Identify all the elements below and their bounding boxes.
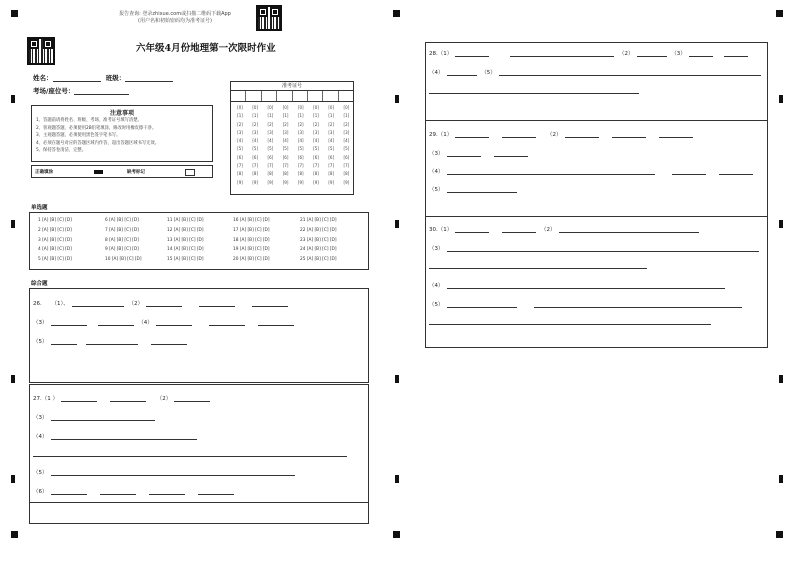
exam-id-bubble[interactable]: [3] [252, 129, 259, 135]
exam-id-bubble[interactable]: [1] [343, 113, 350, 119]
q30-line-4 [429, 300, 745, 308]
mc-question[interactable]: 6 [A] [B] [C] [D] [105, 218, 139, 223]
q27-line-4 [33, 468, 298, 476]
side-mark [395, 375, 399, 383]
notice-line-5: 5、保持答卷清洁、完整。 [36, 148, 86, 154]
exam-id-bubble[interactable]: [6] [297, 154, 304, 160]
student-name-row [33, 73, 173, 82]
q27-line-5 [33, 487, 237, 495]
exam-room-field[interactable] [74, 86, 129, 95]
q26-part3-blank-b[interactable] [98, 319, 134, 326]
q28-number: 28.（1） [429, 51, 453, 57]
q29-part4-label: （4） [429, 169, 444, 175]
q29-part5-label: （5） [429, 187, 444, 193]
mc-question[interactable]: 11 [A] [B] [C] [D] [167, 218, 204, 223]
mc-question[interactable]: 23 [A] [B] [C] [D] [300, 237, 337, 243]
mc-question[interactable]: 18 [A] [B] [C] [D] [233, 237, 270, 243]
side-mark [779, 220, 783, 228]
exam-id-column[interactable] [281, 104, 291, 187]
q30-part4-blank[interactable] [447, 282, 725, 289]
q27-number: 27.（1 ） [33, 396, 58, 402]
exam-id-bubble[interactable]: [6] [252, 154, 259, 160]
exam-id-bubble[interactable]: [0] [282, 105, 289, 110]
q28-part2-label: （2） [619, 51, 634, 57]
exam-id-bubble[interactable]: [0] [252, 105, 259, 110]
q26-line-1 [33, 299, 291, 307]
mc-question[interactable]: 10 [A] [B] [C] [D] [105, 257, 142, 263]
q30-part1-blank-b[interactable] [502, 226, 536, 233]
q30-part2-blank[interactable] [559, 226, 699, 233]
q27-part3-blank[interactable] [51, 414, 155, 421]
fill-example-box [31, 165, 213, 178]
q29-line-4 [429, 185, 520, 193]
mc-question[interactable]: 7 [A] [B] [C] [D] [105, 227, 139, 233]
q29-part4-blank-b[interactable] [672, 168, 706, 175]
report-query-line-1: 报告查询: 登录zhixue.com或扫描二维码下载App [119, 11, 231, 17]
q26-part1-label: （1）、 [51, 301, 69, 307]
mc-question[interactable]: 16 [A] [B] [C] [D] [233, 218, 270, 223]
exam-id-bubble[interactable]: [2] [267, 121, 274, 127]
alignment-mark-top-center [393, 10, 400, 17]
mc-question[interactable]: 25 [A] [B] [C] [D] [300, 257, 337, 263]
correct-fill-example [94, 170, 103, 174]
exam-id-bubble[interactable]: [4] [237, 138, 243, 144]
alignment-mark-top-left [11, 10, 18, 17]
q29-part5-blank[interactable] [447, 186, 517, 193]
q26-number: 26. [33, 301, 42, 307]
exam-id-bubble[interactable]: [7] [237, 163, 243, 169]
exam-id-column[interactable] [311, 104, 321, 187]
exam-id-bubble[interactable]: [4] [252, 138, 259, 144]
exam-id-bubble[interactable]: [8] [252, 171, 259, 177]
exam-id-bubble[interactable]: [7] [328, 163, 335, 169]
q27-part6-label: （6） [33, 489, 48, 495]
exam-id-bubble[interactable]: [2] [328, 121, 335, 127]
exam-id-bubble[interactable]: [9] [252, 179, 259, 185]
q30-part3-label: （3） [429, 246, 444, 252]
mc-question[interactable]: 13 [A] [B] [C] [D] [167, 237, 204, 243]
mc-question[interactable]: 14 [A] [B] [C] [D] [167, 247, 204, 253]
alignment-mark-bottom-left [11, 531, 18, 538]
exam-id-bubble[interactable]: [0] [313, 105, 319, 110]
q27-part4-label: （4） [33, 434, 48, 440]
q26-part4-label: （4） [138, 320, 153, 326]
q28-q29-divider [425, 120, 768, 121]
name-label: 姓名： [33, 74, 53, 82]
q26-part3-label: （3） [33, 320, 48, 326]
app-qr-code-icon [256, 5, 282, 31]
side-mark [395, 95, 399, 103]
q26-part2-label: （2） [128, 301, 143, 307]
q27-part6-blank-b[interactable] [100, 488, 136, 495]
mc-question[interactable]: 21 [A] [B] [C] [D] [300, 218, 337, 223]
exam-id-bubble[interactable]: [5] [252, 146, 259, 152]
q28-part3-label: （3） [671, 51, 686, 57]
exam-id-column[interactable] [250, 104, 260, 187]
mc-section-title: 单选题 [31, 205, 48, 211]
side-mark [11, 95, 15, 103]
q26-part4-blank-a[interactable] [156, 319, 192, 326]
exam-id-bubble[interactable]: [8] [343, 171, 350, 177]
q27-part1-blank-a[interactable] [61, 395, 97, 402]
notice-line-4: 4、必须在题号对应的答题区域内作答，超出答题区域书写无效。 [36, 140, 160, 146]
report-query-note [95, 11, 255, 25]
exam-id-bubble-grid[interactable] [231, 102, 353, 194]
exam-id-bubble[interactable]: [0] [328, 105, 335, 110]
exam-id-bubble[interactable]: [3] [237, 129, 243, 135]
side-mark [11, 475, 15, 483]
exam-id-bubble[interactable]: [7] [282, 163, 289, 169]
q26-part1-blank[interactable] [72, 300, 124, 307]
q29-q30-divider [425, 216, 768, 217]
mc-question[interactable]: 17 [A] [B] [C] [D] [233, 227, 270, 233]
q29-part3-blank-a[interactable] [447, 150, 481, 157]
side-mark [11, 375, 15, 383]
q28-part5-continuation-line[interactable] [429, 93, 639, 94]
mc-question[interactable]: 12 [A] [B] [C] [D] [167, 227, 204, 233]
exam-id-bubble[interactable]: [8] [328, 171, 335, 177]
exam-id-bubble[interactable]: [8] [282, 171, 289, 177]
exam-id-bubble[interactable]: [5] [313, 146, 319, 152]
q28-part1-blank-b[interactable] [510, 50, 614, 57]
q29-line-1 [429, 130, 696, 138]
exam-id-bubble[interactable]: [6] [282, 154, 289, 160]
comprehensive-section-title: 综合题 [31, 281, 48, 287]
mc-question[interactable]: 4 [A] [B] [C] [D] [38, 247, 72, 253]
mc-question[interactable]: 20 [A] [B] [C] [D] [233, 257, 270, 263]
mc-question[interactable]: 22 [A] [B] [C] [D] [300, 227, 337, 233]
exam-id-bubble[interactable]: [4] [282, 138, 289, 144]
q27-part2-blank[interactable] [174, 395, 210, 402]
name-field[interactable] [53, 73, 101, 82]
mc-question[interactable]: 3 [A] [B] [C] [D] [38, 237, 72, 243]
exam-id-bubble[interactable]: [3] [297, 129, 304, 135]
q27-part6-blank-a[interactable] [51, 488, 87, 495]
exam-id-bubble[interactable]: [0] [237, 105, 243, 110]
q26-part5-label: （5） [33, 339, 48, 345]
q29-part1-blank-a[interactable] [455, 131, 489, 138]
exam-id-bubble[interactable]: [1] [282, 113, 289, 119]
q26-part5-blank-c[interactable] [151, 338, 187, 345]
exam-id-bubble[interactable]: [6] [343, 154, 350, 160]
q29-part3-blank-b[interactable] [494, 150, 528, 157]
mc-question[interactable]: 5 [A] [B] [C] [D] [38, 257, 72, 263]
q27-part4-continuation-line[interactable] [33, 456, 347, 457]
exam-id-bubble[interactable]: [3] [282, 129, 289, 135]
q26-part2-blank-a[interactable] [146, 300, 182, 307]
notice-title: 注意事项 [109, 110, 134, 117]
page-title: 六年级4月份地理第一次限时作业 [136, 43, 276, 54]
q27-line-2 [33, 413, 158, 421]
notice-line-1: 1、答题前请将姓名、班级、考场、准考证号填写清楚。 [36, 118, 142, 123]
q27-part6-blank-d[interactable] [198, 488, 234, 495]
exam-id-bubble[interactable]: [6] [313, 154, 319, 160]
q30-line-2 [429, 244, 762, 252]
notice-line-3: 3、主观题答题，必须使用黑色签字笔书写。 [36, 133, 121, 139]
q30-line-1 [429, 225, 702, 233]
exam-id-bubble[interactable]: [2] [282, 121, 289, 127]
q29-part2-blank-b[interactable] [612, 131, 646, 138]
exam-id-bubble[interactable]: [5] [267, 146, 274, 152]
mc-question[interactable]: 8 [A] [B] [C] [D] [105, 237, 139, 243]
alignment-mark-bottom-right [776, 531, 783, 538]
q28-part5-blank[interactable] [499, 69, 761, 76]
mc-question[interactable]: 1 [A] [B] [C] [D] [38, 218, 72, 223]
q27-box-divider [29, 502, 369, 503]
missing-exam-checkbox[interactable] [185, 169, 195, 176]
q28-part3-blank-b[interactable] [724, 50, 748, 57]
side-mark [395, 220, 399, 228]
q29-line-2 [429, 149, 531, 157]
q29-line-3 [429, 167, 756, 175]
q26-part4-blank-c[interactable] [258, 319, 294, 326]
q27-part4-blank[interactable] [51, 433, 197, 440]
exam-id-bubble[interactable]: [8] [297, 171, 304, 177]
exam-id-bubble[interactable]: [2] [297, 121, 304, 127]
mc-question[interactable]: 2 [A] [B] [C] [D] [38, 227, 72, 233]
exam-room-row [33, 86, 129, 95]
q28-line-1 [429, 49, 751, 57]
exam-id-label: 准考证号 [231, 82, 353, 91]
exam-id-bubble[interactable]: [1] [267, 113, 274, 119]
q27-part6-blank-c[interactable] [149, 488, 185, 495]
q30-part5-blank-b[interactable] [534, 301, 742, 308]
q30-part5-blank-a[interactable] [447, 301, 517, 308]
q30-part4-label: （4） [429, 283, 444, 289]
exam-id-bubble[interactable]: [9] [343, 179, 350, 185]
side-mark [779, 95, 783, 103]
q30-part2-label: （2） [541, 227, 556, 233]
q30-part5-label: （5） [429, 302, 444, 308]
q29-part2-label: （2） [547, 132, 562, 138]
exam-id-bubble[interactable]: [2] [343, 121, 350, 127]
exam-id-bubble[interactable]: [9] [237, 179, 243, 185]
exam-id-bubble[interactable]: [7] [343, 163, 350, 169]
q29-part3-label: （3） [429, 151, 444, 157]
alignment-mark-bottom-center [393, 531, 400, 538]
side-mark [11, 220, 15, 228]
report-query-line-2: (用户名和初始密码均为准考证号) [138, 18, 212, 24]
exam-id-bubble[interactable]: [0] [267, 105, 274, 110]
q29-part1-blank-b[interactable] [502, 131, 536, 138]
q27-part3-label: （3） [33, 415, 48, 421]
exam-id-bubble[interactable]: [1] [297, 113, 304, 119]
side-mark [779, 475, 783, 483]
mc-question[interactable]: 19 [A] [B] [C] [D] [233, 247, 270, 253]
exam-id-bubble[interactable]: [5] [237, 146, 243, 152]
exam-id-bubble[interactable]: [2] [252, 121, 259, 127]
exam-id-bubble[interactable]: [3] [343, 129, 350, 135]
exam-id-bubble[interactable]: [7] [267, 163, 274, 169]
q27-part1-blank-b[interactable] [110, 395, 146, 402]
notice-line-2: 2、客观题答题，必须使用2B铅笔填涂，修改时用橡皮擦干净。 [36, 125, 157, 131]
exam-id-bubble[interactable]: [8] [313, 171, 319, 177]
exam-id-bubble[interactable]: [5] [297, 146, 304, 152]
exam-id-bubble[interactable]: [6] [267, 154, 274, 160]
q27-part5-blank[interactable] [51, 469, 295, 476]
exam-id-bubble[interactable]: [4] [343, 138, 350, 144]
exam-id-bubble[interactable]: [4] [267, 138, 274, 144]
exam-id-bubble[interactable]: [9] [282, 179, 289, 185]
exam-id-column[interactable] [296, 104, 306, 187]
q30-part5-continuation-line[interactable] [429, 324, 711, 325]
q30-line-3 [429, 281, 728, 289]
q30-part3-continuation-line[interactable] [429, 268, 647, 269]
q28-part3-blank-a[interactable] [689, 50, 713, 57]
exam-id-bubble[interactable]: [8] [267, 171, 274, 177]
class-label: 班级： [105, 74, 126, 82]
exam-id-column[interactable] [235, 104, 245, 187]
q26-part5-blank-a[interactable] [51, 338, 77, 345]
exam-id-column[interactable] [326, 104, 336, 187]
notice-box [31, 105, 213, 162]
q26-part3-blank-a[interactable] [51, 319, 87, 326]
exam-id-bubble[interactable]: [1] [313, 113, 319, 119]
mc-question[interactable]: 24 [A] [B] [C] [D] [300, 247, 337, 253]
missing-exam-label: 缺考标记 [127, 170, 145, 175]
mc-question[interactable]: 9 [A] [B] [C] [D] [105, 247, 139, 253]
q29-part2-blank-c[interactable] [659, 131, 693, 138]
exam-id-bubble[interactable]: [2] [237, 121, 243, 127]
exam-id-bubble[interactable]: [7] [252, 163, 259, 169]
exam-id-bubble[interactable]: [6] [237, 154, 243, 160]
q27-part2-label: （2） [156, 396, 172, 402]
q28-part4-label: （4） [429, 70, 444, 76]
exam-room-label: 考场/座位号： [33, 87, 75, 95]
exam-id-bubble[interactable]: [5] [328, 146, 335, 152]
side-mark [395, 475, 399, 483]
q30-part1-blank-a[interactable] [455, 226, 489, 233]
exam-id-bubble[interactable]: [4] [313, 138, 319, 144]
exam-id-bubble[interactable]: [2] [313, 121, 319, 127]
alignment-mark-top-right [776, 10, 783, 17]
exam-id-bubble[interactable]: [9] [328, 179, 335, 185]
exam-id-bubble[interactable]: [1] [328, 113, 335, 119]
q30-number: 30.（1） [429, 227, 453, 233]
exam-id-bubble[interactable]: [3] [328, 129, 335, 135]
exam-id-bubble[interactable]: [4] [297, 138, 304, 144]
exam-id-column[interactable] [341, 104, 351, 187]
exam-id-bubble[interactable]: [9] [313, 179, 319, 185]
exam-id-column[interactable] [265, 104, 275, 187]
q26-part2-blank-c[interactable] [252, 300, 288, 307]
exam-id-bubble[interactable]: [9] [297, 179, 304, 185]
mc-question[interactable]: 15 [A] [B] [C] [D] [167, 257, 204, 263]
exam-id-bubble[interactable]: [5] [343, 146, 350, 152]
q26-part2-blank-b[interactable] [199, 300, 235, 307]
correct-fill-label: 正确填涂 [35, 170, 53, 175]
exam-id-bubble[interactable]: [9] [267, 179, 274, 185]
q27-line-3 [33, 432, 200, 440]
q26-part5-blank-b[interactable] [86, 338, 138, 345]
exam-id-bubble[interactable]: [8] [237, 171, 243, 177]
q29-number: 29.（1） [429, 132, 453, 138]
side-mark [779, 375, 783, 383]
q27-line-1 [33, 394, 213, 402]
exam-id-bubble[interactable]: [0] [297, 105, 304, 110]
q27-answer-box [29, 384, 369, 524]
exam-id-bubble[interactable]: [1] [252, 113, 259, 119]
exam-id-bubble[interactable]: [1] [237, 113, 243, 119]
q28-part4-blank[interactable] [447, 69, 477, 76]
exam-id-bubble[interactable]: [7] [297, 163, 304, 169]
class-field[interactable] [125, 73, 173, 82]
q26-line-3 [33, 337, 190, 345]
q26-part4-blank-b[interactable] [209, 319, 245, 326]
exam-id-bubble[interactable]: [4] [328, 138, 335, 144]
exam-id-box [230, 81, 354, 195]
q28-part2-blank[interactable] [637, 50, 667, 57]
exam-id-write-row[interactable] [231, 91, 353, 102]
q27-part5-label: （5） [33, 470, 48, 476]
student-qr-code-icon [27, 37, 55, 65]
q29-part4-blank-a[interactable] [447, 168, 655, 175]
exam-id-bubble[interactable]: [3] [267, 129, 274, 135]
exam-id-bubble[interactable]: [7] [313, 163, 319, 169]
q28-part1-blank-a[interactable] [455, 50, 489, 57]
exam-id-bubble[interactable]: [0] [343, 105, 350, 110]
q30-part3-blank[interactable] [447, 245, 759, 252]
q29-part4-blank-c[interactable] [719, 168, 753, 175]
q28-line-2 [429, 68, 764, 76]
exam-id-bubble[interactable]: [6] [328, 154, 335, 160]
q29-part2-blank-a[interactable] [565, 131, 599, 138]
exam-id-bubble[interactable]: [3] [313, 129, 319, 135]
q26-line-2 [33, 318, 297, 326]
exam-id-bubble[interactable]: [5] [282, 146, 289, 152]
q28-part5-label: （5） [481, 70, 496, 76]
